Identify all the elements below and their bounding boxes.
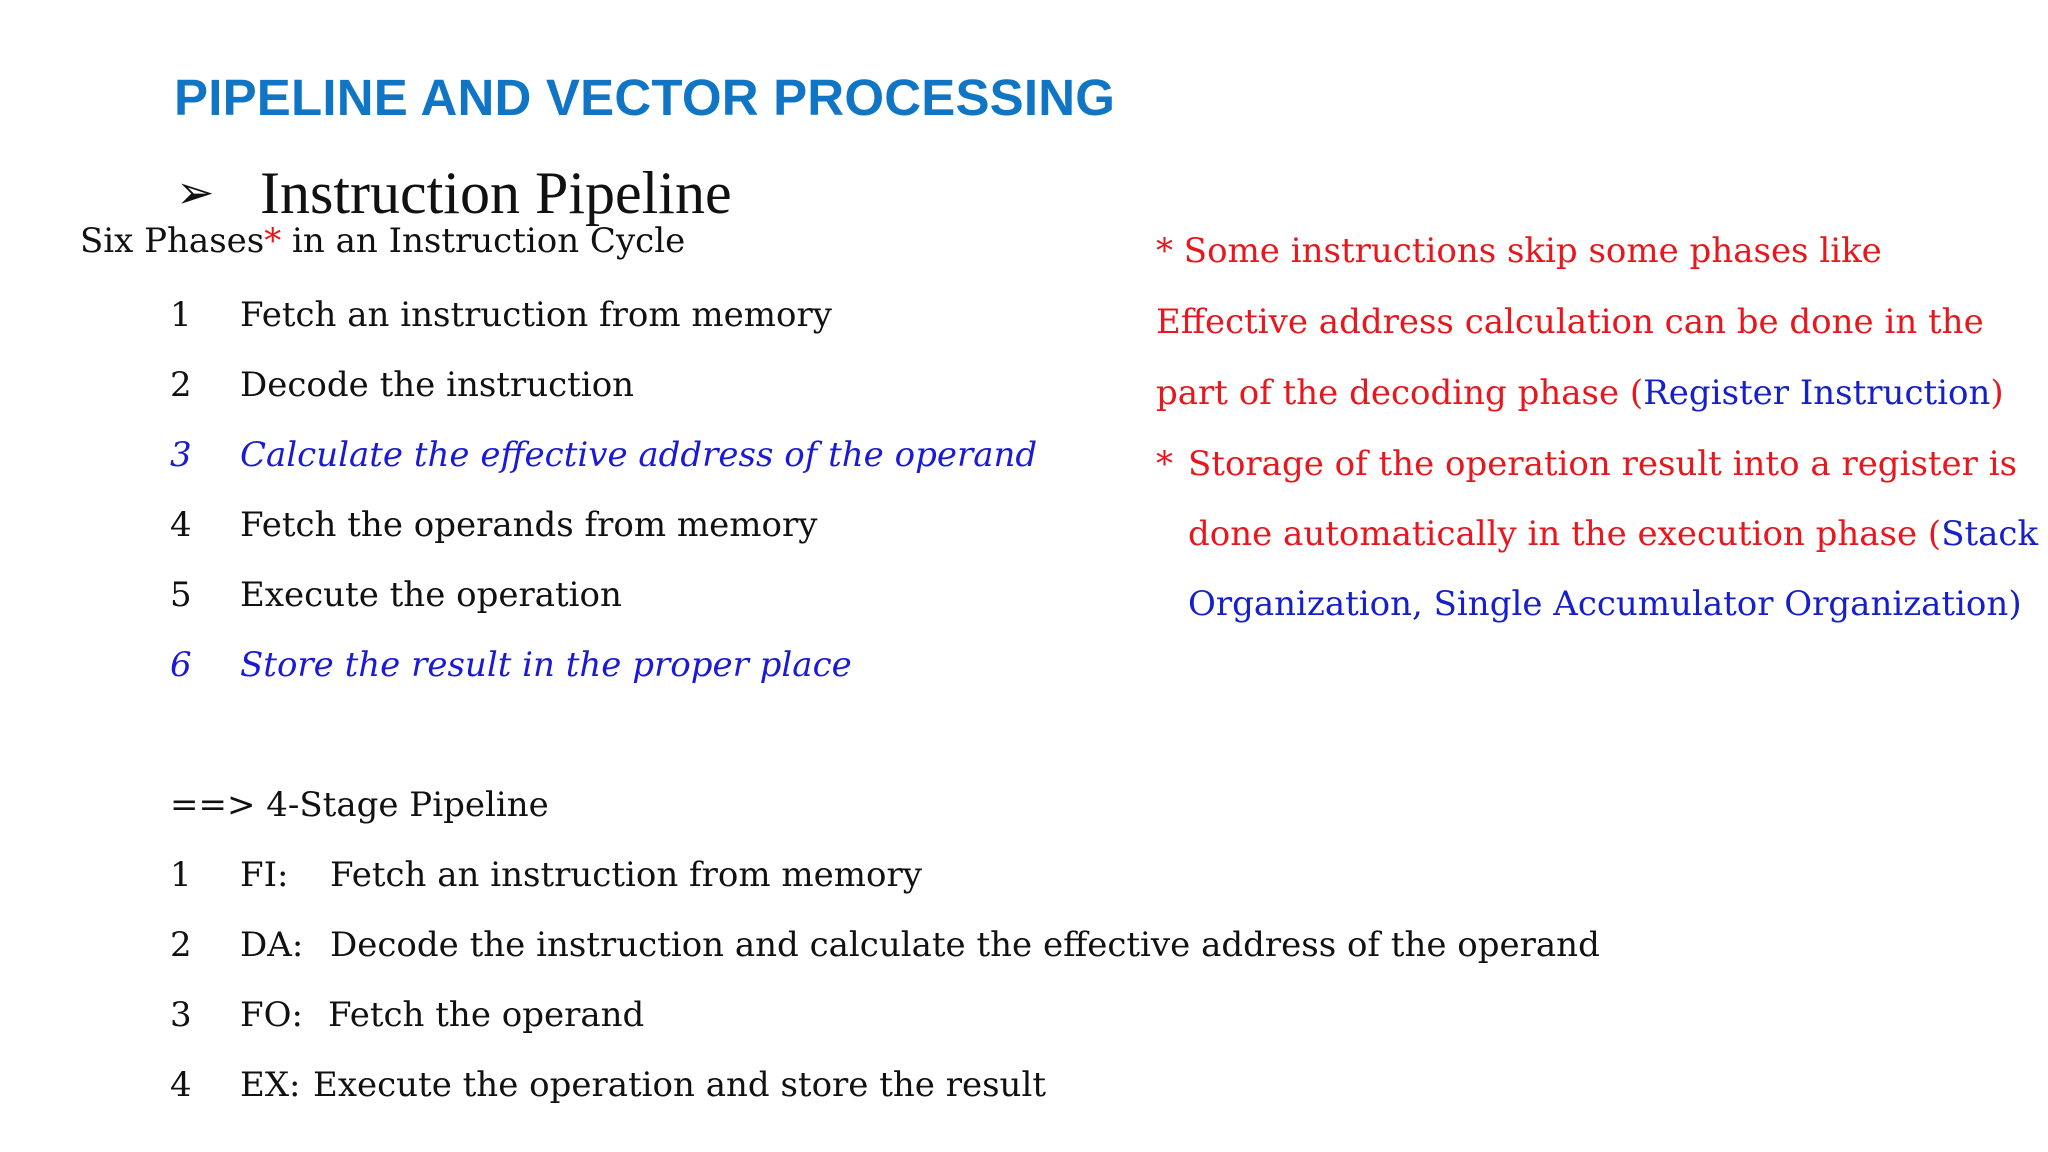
phase-text: Fetch the operands from memory xyxy=(240,505,818,545)
stage-code: FI: xyxy=(240,855,289,895)
phase-number: 6 xyxy=(170,645,192,685)
phase-text: Calculate the effective address of the operand xyxy=(240,435,1038,475)
phase-number: 2 xyxy=(170,365,192,405)
six-phases-prefix: Six Phases xyxy=(80,221,265,261)
note-line-2: Effective address calculation can be done in the xyxy=(1156,302,1984,342)
phase-text: Store the result in the proper place xyxy=(240,645,852,685)
note-line-5-highlight: Stack xyxy=(1941,514,2039,554)
phase-text: Fetch an instruction from memory xyxy=(240,295,832,335)
stage-text: Execute the operation and store the result xyxy=(313,1065,1046,1105)
stage-text: Fetch an instruction from memory xyxy=(330,855,922,895)
six-phases-label xyxy=(80,219,685,263)
note-line-4-star: * xyxy=(1156,444,1173,484)
stage-text: Fetch the operand xyxy=(328,995,645,1035)
note-line-5 xyxy=(1188,512,2038,556)
note-line-3-text: part of the decoding phase ( xyxy=(1156,373,1644,413)
pipeline-heading: ==> 4-Stage Pipeline xyxy=(170,785,549,825)
note-line-3 xyxy=(1156,371,2004,415)
note-line-6-end: ) xyxy=(2008,584,2022,624)
slide-title: PIPELINE AND VECTOR PROCESSING xyxy=(174,69,1116,126)
stage-text: Decode the instruction and calculate the effective address of the operand xyxy=(330,925,1600,965)
note-line-5-text: done automatically in the execution phase ( xyxy=(1188,514,1942,554)
phase-number: 1 xyxy=(170,295,192,335)
phase-number: 5 xyxy=(170,575,192,615)
phase-text: Execute the operation xyxy=(240,575,622,615)
section-heading: Instruction Pipeline xyxy=(260,160,732,226)
arrow-bullet-icon: ➢ xyxy=(176,165,215,219)
note-line-6 xyxy=(1188,582,2022,626)
note-line-6-highlight: Organization, Single Accumulator Organization xyxy=(1188,584,2009,624)
stage-code: DA: xyxy=(240,925,304,965)
note-line-3-highlight: Register Instruction xyxy=(1643,373,1991,413)
phase-number: 3 xyxy=(170,435,192,475)
stage-number: 1 xyxy=(170,855,192,895)
phase-text: Decode the instruction xyxy=(240,365,635,405)
stage-number: 2 xyxy=(170,925,192,965)
stage-code: EX: xyxy=(240,1065,301,1105)
stage-number: 4 xyxy=(170,1065,192,1105)
stage-number: 3 xyxy=(170,995,192,1035)
phase-number: 4 xyxy=(170,505,192,545)
six-phases-asterisk: * xyxy=(264,221,282,261)
note-line-1: * Some instructions skip some phases like xyxy=(1156,231,1882,271)
six-phases-suffix: in an Instruction Cycle xyxy=(281,221,686,261)
note-line-3-end: ) xyxy=(1990,373,2004,413)
stage-code: FO: xyxy=(240,995,303,1035)
note-line-4: Storage of the operation result into a register is xyxy=(1188,444,2018,484)
